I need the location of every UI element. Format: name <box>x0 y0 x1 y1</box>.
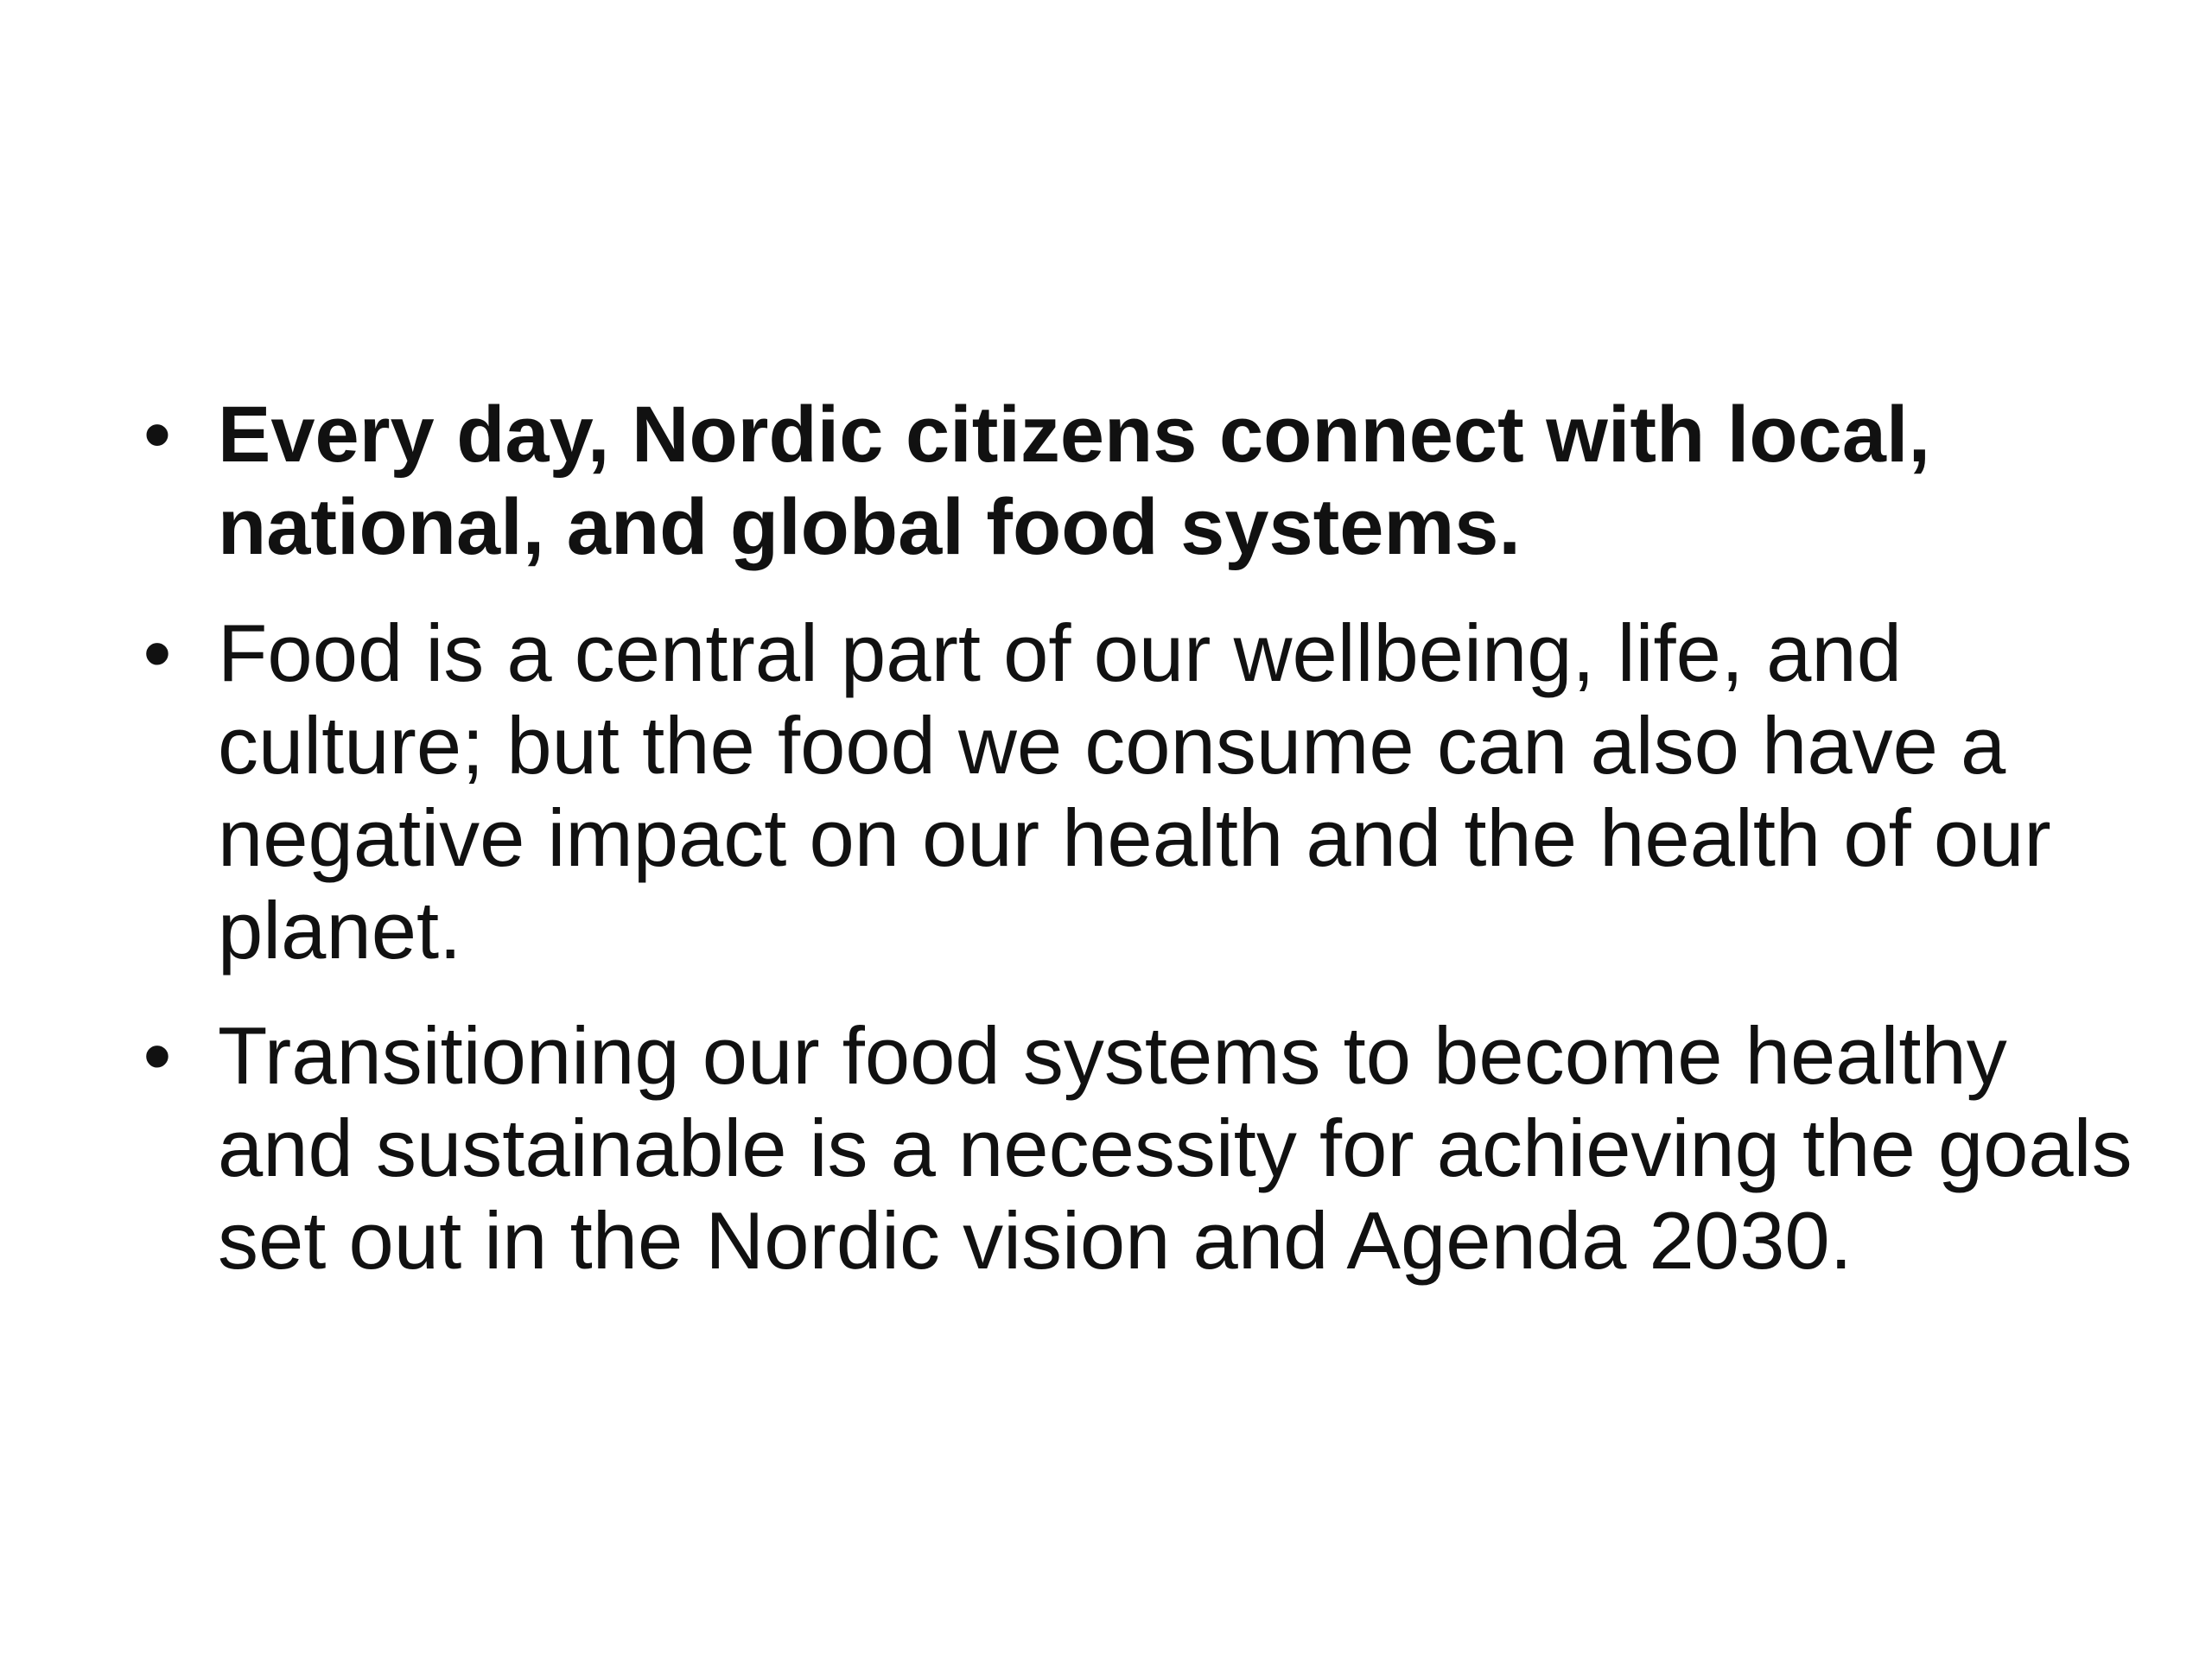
bullet-text: Food is a central part of our wellbeing, life, and culture; but the food we consume can also have a negative impact on our health and the health of our planet. <box>218 607 2051 976</box>
bullet-icon: • <box>143 607 172 698</box>
bullet-text: Every day, Nordic citizens connect with local, national, and global food systems. <box>218 391 1930 571</box>
bullet-icon: • <box>143 1010 172 1101</box>
bullet-text: Transitioning our food systems to become healthy and sustainable is a necessity for achieving the goals set out in the Nordic vision and Agenda 2030. <box>218 1010 2133 1286</box>
bullet-item <box>121 389 2143 574</box>
bullet-item <box>121 1009 2143 1287</box>
bullet-list <box>121 389 2143 1319</box>
bullet-item <box>121 607 2143 976</box>
bullet-icon: • <box>143 391 172 479</box>
